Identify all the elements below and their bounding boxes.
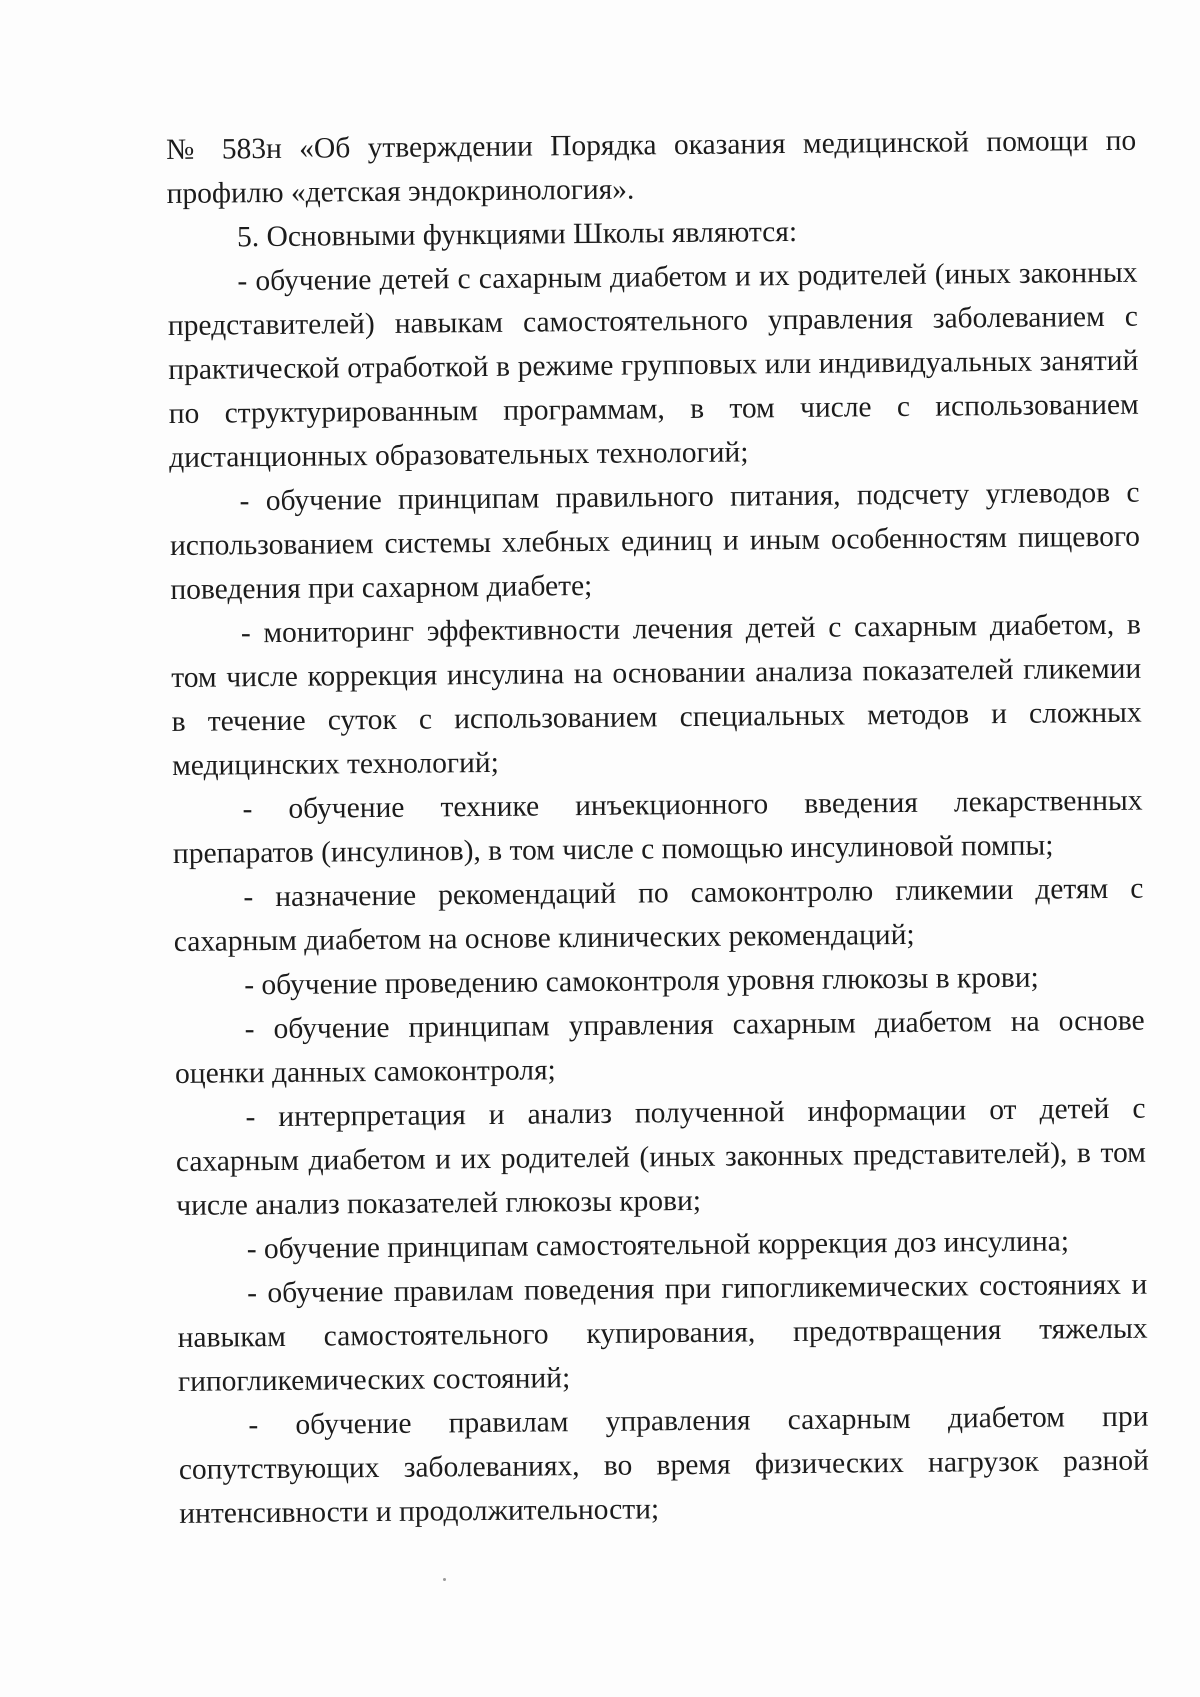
- paragraph-item: - мониторинг эффективности лечения детей с сахарным диабетом, в том числе коррекция инсулина на основании анализа показателей гликемии в течение суток с использованием специальных методов и сложных медицинских технологий;: [171, 608, 1142, 782]
- paragraph-item: - обучение технике инъекционного введения лекарственных препаратов (инсулинов), в том числе с помощью инсулиновой помпы;: [172, 784, 1143, 870]
- paragraph-item: - назначение рекомендаций по самоконтролю гликемии детям с сахарным диабетом на основе клинических рекомендаций;: [173, 872, 1144, 958]
- paragraph-item: - обучение правилам управления сахарным диабетом при сопутствующих заболеваниях, во время физических нагрузок разной интенсивности и продолжительности;: [178, 1400, 1149, 1530]
- paragraph-section-heading: 5. Основными функциями Школы являются:: [236, 215, 798, 254]
- paragraph-item: - обучение принципам самостоятельной коррекция доз инсулина;: [246, 1225, 1070, 1266]
- paragraph-order-reference: № 583н «Об утверждении Порядка оказания медицинской помощи по профилю «детская эндокринология».: [166, 124, 1137, 210]
- paragraph-item: - обучение проведению самоконтроля уровня глюкозы в крови;: [244, 961, 1039, 1002]
- paragraph-item: - интерпретация и анализ полученной информации от детей с сахарным диабетом и их родителей (иных законных представителей), в том числе анализ показателей глюкозы крови;: [175, 1092, 1147, 1222]
- paragraph-item: - обучение детей с сахарным диабетом и их родителей (иных законных представителей) навыкам самостоятельного управления заболеванием с практической отработкой в режиме групповых или индивидуальных занятий по структурированным программам, в том числе с использованием дистанционных образовательных технологий;: [167, 256, 1139, 474]
- paragraph-item: - обучение принципам управления сахарным диабетом на основе оценки данных самоконтроля;: [174, 1004, 1145, 1090]
- paragraph-item: - обучение правилам поведения при гипогликемических состояниях и навыкам самостоятельного купирования, предотвращения тяжелых гипогликемических состояний;: [177, 1268, 1148, 1398]
- paragraph-item: - обучение принципам правильного питания, подсчету углеводов с использованием системы хлебных единиц и иным особенностям пищевого поведения при сахарном диабете;: [169, 476, 1141, 606]
- document-body: [166, 119, 1149, 1536]
- scan-speck: [443, 1578, 446, 1581]
